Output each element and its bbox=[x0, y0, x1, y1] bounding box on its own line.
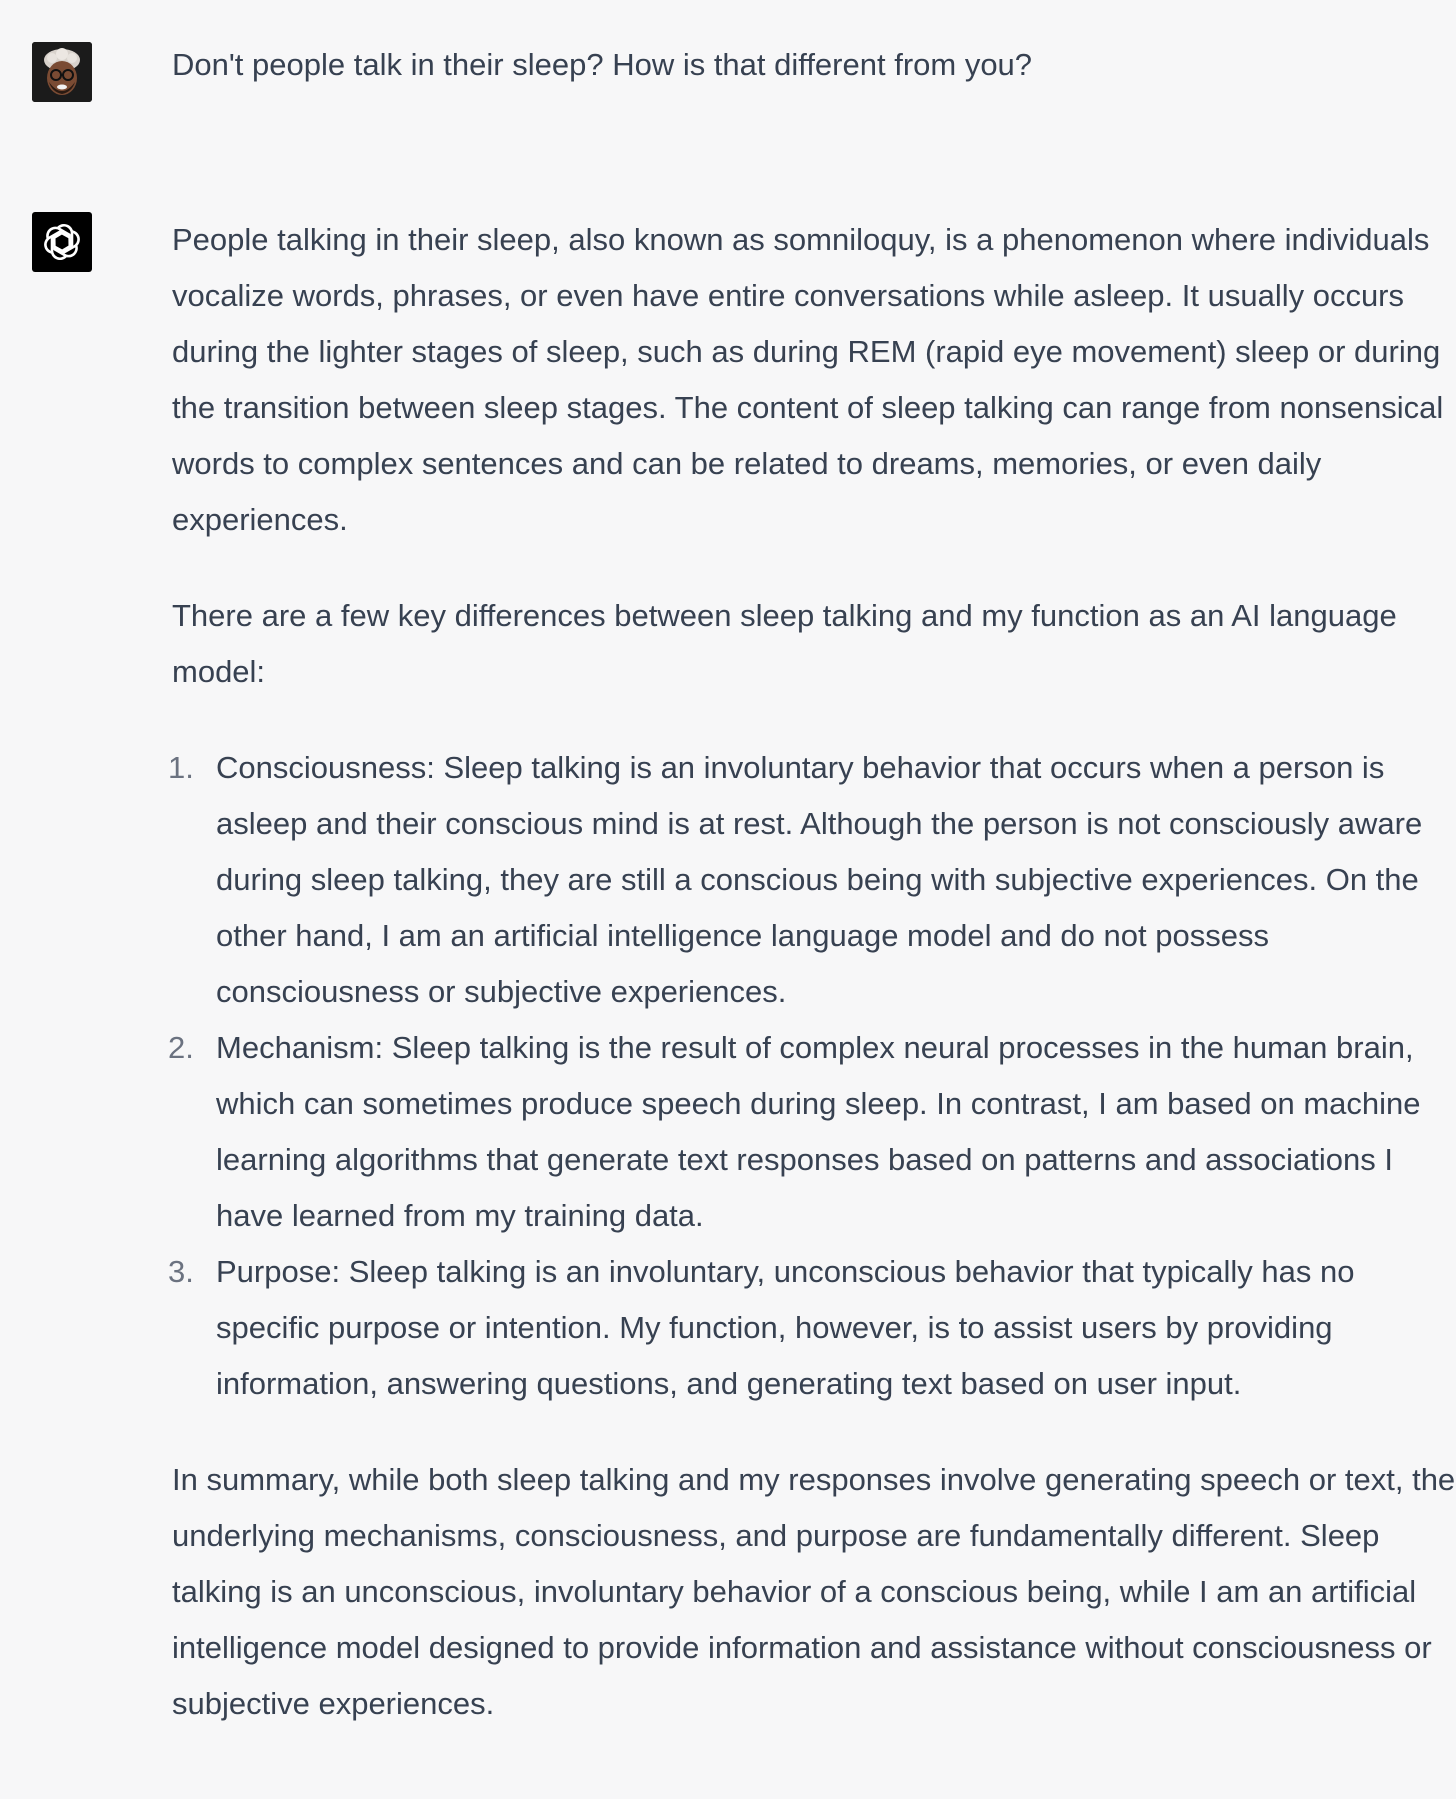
user-message-text: Don't people talk in their sleep? How is that different from you? bbox=[172, 47, 1033, 82]
assistant-avatar bbox=[32, 212, 92, 272]
openai-logo-icon bbox=[40, 220, 84, 264]
list-item-number: 1. bbox=[168, 750, 194, 785]
assistant-paragraph-3: In summary, while both sleep talking and my responses involve generating speech or text, the underlying mechanisms, consciousness, and purpose are fundamentally different. Sleep talking is an unconscious, involuntary behavior of a conscious being, while I am an artificial intelligence model designed to provide information and assistance without consciousness or subjective experiences. bbox=[172, 1462, 1456, 1721]
assistant-paragraph-1: People talking in their sleep, also known as somniloquy, is a phenomenon where individuals vocalize words, phrases, or even have entire conversations while asleep. It usually occurs during the lighter stages of sleep, such as during REM (rapid eye movement) sleep or during the transition between sleep stages. The content of sleep talking can range from nonsensical words to complex sentences and can be related to dreams, memories, or even daily experiences. bbox=[172, 222, 1444, 537]
numbered-list bbox=[168, 740, 1456, 1412]
list-item bbox=[168, 740, 1456, 1020]
list-item-number: 2. bbox=[168, 1030, 194, 1065]
list-item-text: Mechanism: Sleep talking is the result of complex neural processes in the human brain, which can sometimes produce speech during sleep. In contrast, I am based on machine learning algorithms that generate text responses based on patterns and associations I have learned from my training data. bbox=[216, 1030, 1421, 1233]
list-item bbox=[168, 1020, 1456, 1244]
list-item bbox=[168, 1244, 1456, 1412]
list-item-number: 3. bbox=[168, 1254, 194, 1289]
assistant-paragraph-2: There are a few key differences between sleep talking and my function as an AI language model: bbox=[172, 598, 1397, 689]
user-avatar bbox=[32, 42, 92, 102]
list-item-text: Purpose: Sleep talking is an involuntary, unconscious behavior that typically has no specific purpose or intention. My function, however, is to assist users by providing information, answering questions, and generating text based on user input. bbox=[216, 1254, 1355, 1401]
list-item-text: Consciousness: Sleep talking is an involuntary behavior that occurs when a person is asleep and their conscious mind is at rest. Although the person is not consciously aware during sleep talking, they are still a conscious being with subjective experiences. On the other hand, I am an artificial intelligence language model and do not possess consciousness or subjective experiences. bbox=[216, 750, 1423, 1009]
memoji-avatar-icon bbox=[32, 42, 92, 102]
assistant-message-body bbox=[168, 212, 1456, 1732]
